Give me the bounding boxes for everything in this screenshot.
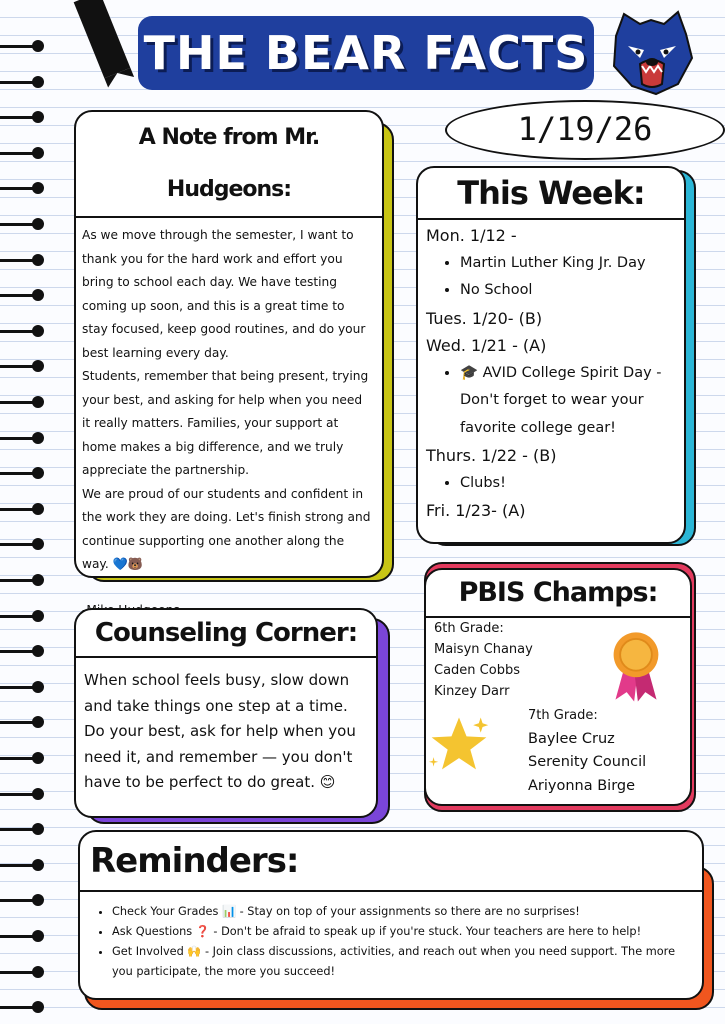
binder-ring-icon bbox=[0, 823, 46, 835]
binder-ring-icon bbox=[0, 716, 46, 728]
wednesday-list bbox=[426, 360, 676, 443]
binder-ring-icon bbox=[0, 218, 46, 230]
pbis-card bbox=[424, 568, 692, 806]
binder-ring-icon bbox=[0, 645, 46, 657]
day-wednesday: Wed. 1/21 - (A) bbox=[426, 336, 547, 355]
binder-ring-icon bbox=[0, 467, 46, 479]
monday-list bbox=[426, 250, 676, 305]
binder-ring-icon bbox=[0, 503, 46, 515]
thursday-list bbox=[426, 470, 676, 498]
grade7-label: 7th Grade: bbox=[528, 708, 598, 723]
bookmark-ribbon-icon bbox=[74, 0, 131, 78]
week-title: This Week: bbox=[418, 168, 684, 220]
grade7-section bbox=[528, 704, 646, 798]
list-item: • Check Your Grades 📊 - Stay on top of your assignments so there are no surprises! bbox=[112, 902, 692, 922]
list-item: Maisyn Chanay bbox=[434, 642, 533, 657]
binder-ring-icon bbox=[0, 930, 46, 942]
newsletter-title: THE BEAR FACTS bbox=[143, 26, 589, 80]
pbis-title: PBIS Champs: bbox=[426, 570, 690, 618]
note-paragraph: We are proud of our students and confident in the work they are doing. Let's finish strong and continue supporting one another along the way. 💙🐻 bbox=[82, 486, 371, 571]
note-title: A Note from Mr. Hudgeons: bbox=[76, 112, 382, 218]
binder-ring-icon bbox=[0, 859, 46, 871]
list-item: • Ask Questions ❓ - Don't be afraid to speak up if you're stuck. Your teachers are here to help! bbox=[112, 922, 692, 942]
week-body bbox=[418, 220, 684, 527]
award-ribbon-icon bbox=[608, 628, 664, 704]
list-item: Caden Cobbs bbox=[434, 663, 520, 678]
binder-ring-icon bbox=[0, 538, 46, 550]
bear-head-icon bbox=[606, 6, 696, 96]
list-item: Ariyonna Birge bbox=[528, 777, 636, 794]
binder-ring-icon bbox=[0, 610, 46, 622]
binder-ring-icon bbox=[0, 788, 46, 800]
binder-ring-icon bbox=[0, 894, 46, 906]
binder-ring-icon bbox=[0, 289, 46, 301]
list-item: • Martin Luther King Jr. Day bbox=[460, 250, 676, 278]
grade6-label: 6th Grade: bbox=[434, 621, 504, 636]
binder-ring-icon bbox=[0, 966, 46, 978]
list-item: Serenity Council bbox=[528, 754, 647, 770]
list-item: • Get Involved 🙌 - Join class discussions, activities, and reach out when you need support. The more you participate, the more you succeed! bbox=[112, 942, 692, 982]
grade6-section bbox=[434, 618, 533, 702]
day-monday: Mon. 1/12 - bbox=[426, 226, 517, 245]
day-thursday: Thurs. 1/22 - (B) bbox=[426, 446, 557, 465]
binder-ring-icon bbox=[0, 360, 46, 372]
day-tuesday: Tues. 1/20- (B) bbox=[426, 308, 543, 328]
binder-ring-icon bbox=[0, 111, 46, 123]
list-item: • Clubs! bbox=[460, 470, 676, 498]
binder-ring-icon bbox=[0, 432, 46, 444]
day-friday: Fri. 1/23- (A) bbox=[426, 501, 526, 520]
reminders-card bbox=[78, 830, 704, 1000]
reminders-title: Reminders: bbox=[80, 832, 702, 892]
note-paragraph: Students, remember that being present, trying your best, and asking for help when you need it really matters. Families, your support at home makes a big difference, and we truly appreciate the partnership. bbox=[82, 369, 369, 477]
note-body bbox=[76, 218, 382, 622]
binder-ring-icon bbox=[0, 574, 46, 586]
list-item: • No School bbox=[460, 277, 676, 305]
star-icon bbox=[426, 710, 492, 776]
binder-ring-icon bbox=[0, 182, 46, 194]
counseling-card bbox=[74, 608, 378, 818]
binder-ring-icon bbox=[0, 325, 46, 337]
binder-ring-icon bbox=[0, 254, 46, 266]
binder-ring-icon bbox=[0, 76, 46, 88]
list-item: Baylee Cruz bbox=[528, 730, 615, 747]
binder-ring-icon bbox=[0, 40, 46, 52]
reminders-list bbox=[90, 902, 692, 982]
binder-ring-icon bbox=[0, 147, 46, 159]
binder-ring-icon bbox=[0, 1001, 46, 1013]
note-paragraph: As we move through the semester, I want to thank you for the hard work and effort you bring to school each day. We have testing coming up soon, and this is a great time to stay focused, keep good routines, and do your best learning every day. bbox=[82, 228, 366, 360]
reminders-body bbox=[80, 892, 702, 982]
counseling-title: Counseling Corner: bbox=[76, 610, 376, 658]
list-item: • 🎓 AVID College Spirit Day - Don't forget to wear your favorite college gear! bbox=[460, 360, 676, 443]
binder-ring-icon bbox=[0, 752, 46, 764]
title-banner bbox=[138, 16, 594, 90]
binder-ring-icon bbox=[0, 681, 46, 693]
binder-ring-icon bbox=[0, 396, 46, 408]
counseling-body: When school feels busy, slow down and take things one step at a time. Do your best, ask for help when you need it, and remember — you don't have to be perfect to do great. 😊 bbox=[84, 671, 356, 791]
date-badge bbox=[445, 100, 725, 160]
issue-date: 1/19/26 bbox=[517, 110, 653, 148]
note-card bbox=[74, 110, 384, 578]
week-card bbox=[416, 166, 686, 544]
list-item: Kinzey Darr bbox=[434, 684, 510, 699]
